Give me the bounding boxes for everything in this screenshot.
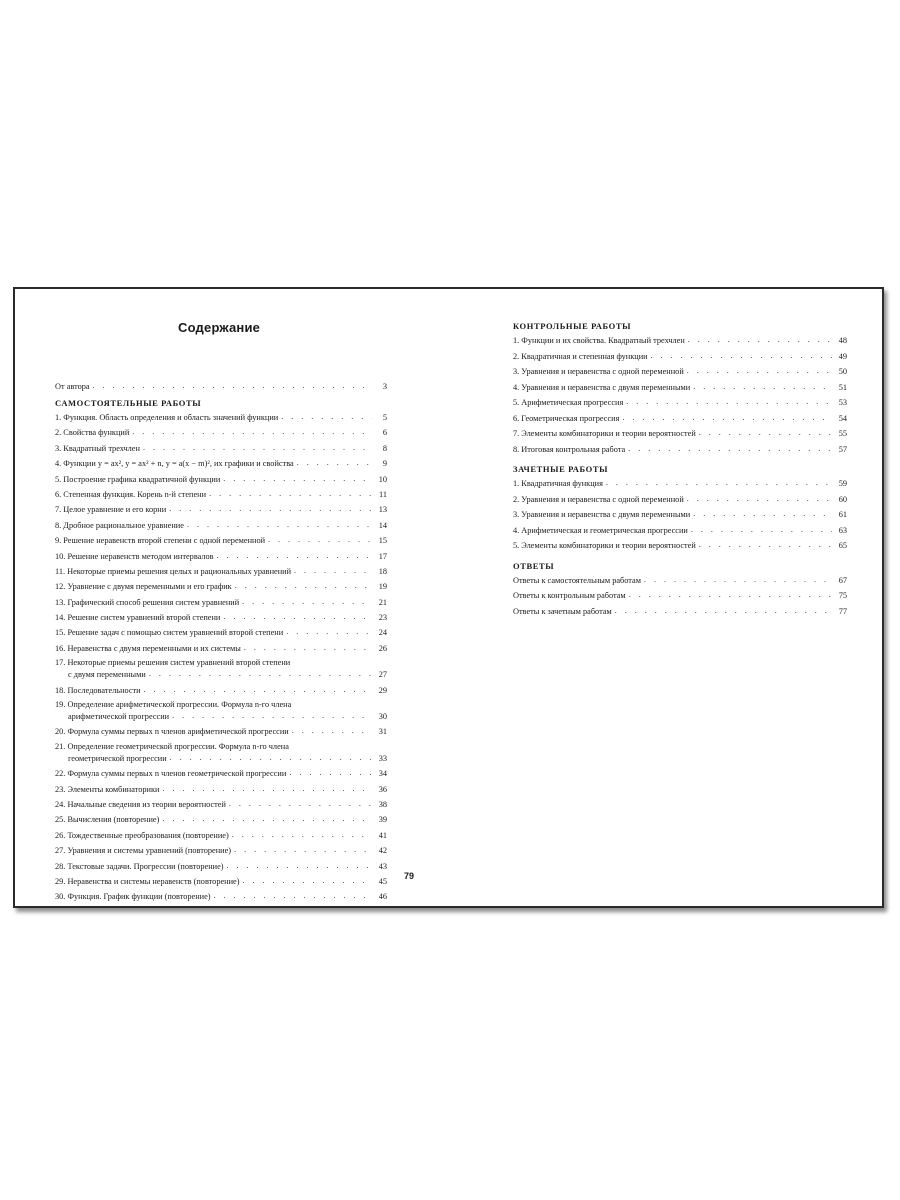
dot-leader: [626, 396, 832, 407]
entry-label: 4. Функции y = ax², y = ax² + n, y = a(x − m)², их графики и свойства: [55, 459, 294, 469]
entry-page: 50: [838, 367, 847, 376]
entry-page: 48: [838, 336, 847, 345]
entry-page: 45: [378, 876, 387, 886]
dot-leader: [691, 524, 832, 535]
entry-page: 51: [838, 382, 847, 392]
dot-leader: [688, 334, 832, 345]
dot-leader: [214, 890, 372, 901]
entry-label: Ответы к зачетным работам: [513, 606, 612, 616]
toc-entry: [513, 427, 847, 439]
dot-leader: [628, 443, 832, 454]
entry-label: 15. Решение задач с помощью систем уравнений второй степени: [55, 628, 284, 638]
toc-entry: [55, 875, 387, 887]
dot-leader: [644, 574, 832, 585]
toc-entry: [55, 813, 387, 825]
dot-leader: [209, 488, 372, 499]
entry-label-cont: с двумя переменными: [68, 670, 146, 680]
toc-entry: [55, 596, 387, 608]
entry-label: 24. Начальные сведения из теории вероятностей: [55, 799, 226, 809]
dot-leader: [227, 860, 372, 871]
entry-page: 61: [838, 510, 847, 519]
entry-page: 53: [838, 398, 847, 407]
toc-entry: [55, 798, 387, 810]
toc-entry: [55, 699, 387, 722]
entry-label: 26. Тождественные преобразования (повторение): [55, 830, 229, 840]
entry-label: От автора: [55, 382, 90, 391]
entry-label-cont: геометрической прогрессии: [68, 753, 167, 763]
entry-label: 1. Функции и их свойства. Квадратный трехчлен: [513, 336, 685, 345]
entry-label: 13. Графический способ решения систем уравнений: [55, 597, 240, 607]
toc-entry: [55, 411, 387, 423]
entry-page: 3: [382, 382, 387, 391]
entry-page: 42: [378, 846, 387, 856]
dot-leader: [149, 668, 372, 679]
dot-leader: [162, 813, 372, 824]
entry-label: 3. Уравнения и неравенства с одной переменной: [513, 367, 684, 376]
entry-label: 23. Элементы комбинаторики: [55, 784, 160, 794]
entry-label: 12. Уравнение с двумя переменными и его график: [55, 582, 232, 592]
toc-list-answers: [513, 574, 847, 617]
toc-entry: [55, 550, 387, 562]
entry-label: Ответы к самостоятельным работам: [513, 575, 641, 585]
toc-entry: [513, 381, 847, 393]
entry-label: 1. Функция. Область определения и область значений функции: [55, 413, 279, 422]
entry-label: 27. Уравнения и системы уравнений (повторение): [55, 846, 232, 856]
entry-page: 39: [378, 815, 387, 825]
toc-entry: [55, 890, 387, 902]
dot-leader: [699, 539, 832, 550]
entry-page: 21: [378, 597, 387, 607]
page-number: 79: [404, 871, 415, 881]
left-toc-column: [55, 380, 387, 906]
toc-entry: [55, 767, 387, 779]
dot-leader: [223, 611, 372, 622]
toc-entry: [55, 426, 387, 438]
toc-entry: [513, 477, 847, 489]
toc-entry: [55, 611, 387, 623]
dot-leader: [615, 605, 832, 616]
entry-label: 17. Некоторые приемы решения систем уравнений второй степени: [55, 658, 291, 668]
dot-leader: [229, 798, 372, 809]
entry-label: 22. Формула суммы первых n членов геометрической прогрессии: [55, 769, 287, 779]
right-toc-column: [513, 320, 847, 620]
entry-page: 36: [378, 784, 387, 794]
entry-page: 54: [838, 413, 847, 423]
toc-entry: [513, 350, 847, 362]
toc-entry: [513, 574, 847, 586]
entry-label: 6. Геометрическая прогрессия: [513, 413, 620, 423]
toc-entry: [55, 519, 387, 531]
dot-leader: [162, 783, 372, 794]
dot-leader: [281, 411, 372, 422]
entry-label: 25. Вычисления (повторение): [55, 815, 160, 825]
entry-label: 2. Свойства функций: [55, 428, 130, 438]
entry-page: 24: [378, 628, 387, 638]
entry-label: 30. Функция. График функции (повторение): [55, 892, 211, 902]
toc-entry: [513, 365, 847, 377]
entry-label: 3. Уравнения и неравенства с двумя переменными: [513, 510, 691, 519]
toc-list-control: [513, 334, 847, 455]
entry-page: 57: [838, 444, 847, 454]
dot-leader: [170, 752, 372, 763]
dot-leader: [232, 829, 372, 840]
dot-leader: [286, 626, 372, 637]
entry-label: 16. Неравенства с двумя переменными и их системы: [55, 643, 241, 653]
entry-label: 8. Дробное рациональное уравнение: [55, 520, 184, 530]
dot-leader: [693, 508, 832, 519]
dot-leader: [687, 493, 832, 504]
entry-page: 33: [378, 753, 387, 763]
toc-entry: [55, 580, 387, 592]
dot-leader: [242, 875, 372, 886]
dot-leader: [169, 503, 372, 514]
dot-leader: [93, 380, 372, 391]
entry-label: 14. Решение систем уравнений второй степени: [55, 613, 221, 623]
entry-page: 6: [382, 428, 387, 438]
entry-label: 7. Элементы комбинаторики и теории вероятностей: [513, 429, 696, 438]
toc-entry: [513, 396, 847, 408]
toc-entry: [513, 524, 847, 536]
toc-entry: [55, 684, 387, 696]
entry-label: 19. Определение арифметической прогрессии. Формула n-го члена: [55, 700, 292, 710]
dot-leader: [144, 684, 372, 695]
toc-entry: [513, 508, 847, 520]
entry-page: 34: [378, 769, 387, 779]
entry-label: 5. Элементы комбинаторики и теории вероятностей: [513, 541, 696, 550]
dot-leader: [292, 725, 372, 736]
toc-entry: [55, 783, 387, 795]
entry-page: 18: [378, 566, 387, 576]
entry-label: 29. Неравенства и системы неравенств (повторение): [55, 876, 240, 886]
entry-label-cont: арифметической прогрессии: [68, 712, 170, 722]
entry-page: 9: [382, 459, 387, 469]
section-heading-answers: ОТВЕТЫ: [513, 560, 555, 571]
page-title: Содержание: [178, 320, 261, 335]
toc-entry: [55, 860, 387, 872]
dot-leader: [687, 365, 832, 376]
entry-page: 11: [379, 489, 387, 499]
entry-page: 19: [378, 582, 387, 592]
entry-page: 41: [378, 830, 387, 840]
entry-label: 3. Квадратный трехчлен: [55, 443, 140, 453]
dot-leader: [294, 565, 372, 576]
entry-label: 10. Решение неравенств методом интервалов: [55, 551, 214, 561]
entry-label: 5. Арифметическая прогрессия: [513, 398, 624, 407]
toc-entry: [513, 412, 847, 424]
entry-page: 14: [378, 520, 387, 530]
entry-label: 9. Решение неравенств второй степени с одной переменной: [55, 536, 266, 546]
toc-entry: [55, 565, 387, 577]
entry-page: 43: [378, 861, 387, 871]
entry-label: 7. Целое уравнение и его корни: [55, 505, 167, 515]
entry-label: 6. Степенная функция. Корень n-й степени: [55, 489, 207, 499]
entry-page: 26: [378, 643, 387, 653]
entry-page: 46: [378, 892, 387, 902]
entry-label: 5. Построение графика квадратичной функции: [55, 474, 221, 484]
dot-leader: [268, 534, 372, 545]
entry-label: 2. Уравнения и неравенства с одной переменной: [513, 494, 684, 504]
entry-page: 67: [838, 575, 847, 585]
dot-leader: [187, 519, 372, 530]
dot-leader: [622, 412, 832, 423]
entry-label: 2. Квадратичная и степенная функции: [513, 351, 648, 361]
toc-entry: [513, 605, 847, 617]
dot-leader: [132, 426, 372, 437]
toc-list-independent: [55, 411, 387, 902]
toc-entry: [55, 442, 387, 454]
dot-leader: [244, 642, 372, 653]
toc-entry: [55, 725, 387, 737]
section-heading-control: КОНТРОЛЬНЫЕ РАБОТЫ: [513, 321, 632, 331]
toc-entry: [55, 457, 387, 469]
dot-leader: [693, 381, 832, 392]
entry-page: 10: [378, 474, 387, 484]
entry-page: 30: [378, 712, 387, 722]
entry-label: 1. Квадратичная функция: [513, 479, 603, 488]
toc-entry: [55, 626, 387, 638]
dot-leader: [606, 477, 832, 488]
toc-entry: [55, 473, 387, 485]
entry-page: 13: [378, 505, 387, 515]
entry-page: 5: [382, 413, 387, 422]
dot-leader: [297, 457, 372, 468]
entry-label: 18. Последовательности: [55, 685, 141, 695]
dot-leader: [143, 442, 372, 453]
entry-page: 29: [378, 685, 387, 695]
entry-page: 15: [378, 536, 387, 546]
toc-entry: [55, 829, 387, 841]
entry-label: 4. Арифметическая и геометрическая прогрессии: [513, 525, 688, 535]
entry-page: 31: [378, 727, 387, 737]
entry-page: 60: [838, 494, 847, 504]
entry-label: 20. Формула суммы первых n членов арифметической прогрессии: [55, 727, 289, 737]
entry-page: 63: [838, 525, 847, 535]
section-heading-credit: ЗАЧЕТНЫЕ РАБОТЫ: [513, 464, 609, 474]
book-spread: [13, 287, 884, 908]
toc-entry: [55, 844, 387, 856]
toc-entry: [513, 539, 847, 551]
entry-page: 75: [838, 591, 847, 600]
entry-label: 28. Текстовые задачи. Прогрессии (повторение): [55, 861, 224, 871]
dot-leader: [699, 427, 832, 438]
entry-page: 23: [378, 613, 387, 623]
toc-entry: [55, 534, 387, 546]
entry-page: 17: [378, 551, 387, 561]
entry-label: 21. Определение геометрической прогрессии. Формула n-го члена: [55, 741, 289, 751]
dot-leader: [172, 710, 372, 721]
toc-entry: [55, 642, 387, 654]
toc-entry: [513, 334, 847, 346]
entry-label: 4. Уравнения и неравенства с двумя переменными: [513, 382, 691, 392]
dot-leader: [223, 473, 372, 484]
entry-page: 59: [838, 479, 847, 488]
toc-entry: [55, 503, 387, 515]
entry-page: 65: [838, 541, 847, 550]
entry-page: 55: [838, 429, 847, 438]
toc-entry: [513, 589, 847, 601]
entry-page: 77: [838, 606, 847, 616]
dot-leader: [235, 580, 372, 591]
toc-entry-intro: [55, 380, 387, 392]
entry-label: 8. Итоговая контрольная работа: [513, 444, 626, 454]
section-heading-independent: САМОСТОЯТЕЛЬНЫЕ РАБОТЫ: [55, 398, 202, 408]
dot-leader: [234, 844, 372, 855]
entry-page: 27: [378, 670, 387, 680]
entry-page: 49: [838, 351, 847, 361]
dot-leader: [242, 596, 372, 607]
toc-entry: [513, 493, 847, 505]
entry-label: Ответы к контрольным работам: [513, 591, 626, 600]
toc-entry: [55, 488, 387, 500]
dot-leader: [289, 767, 372, 778]
toc-entry: [513, 443, 847, 455]
dot-leader: [651, 350, 832, 361]
toc-entry: [55, 741, 387, 764]
entry-page: 8: [382, 443, 387, 453]
toc-entry: [55, 657, 387, 680]
dot-leader: [217, 550, 372, 561]
toc-list-credit: [513, 477, 847, 551]
entry-label: 11. Некоторые приемы решения целых и рациональных уравнений: [55, 566, 292, 576]
dot-leader: [629, 589, 832, 600]
entry-page: 38: [378, 799, 387, 809]
